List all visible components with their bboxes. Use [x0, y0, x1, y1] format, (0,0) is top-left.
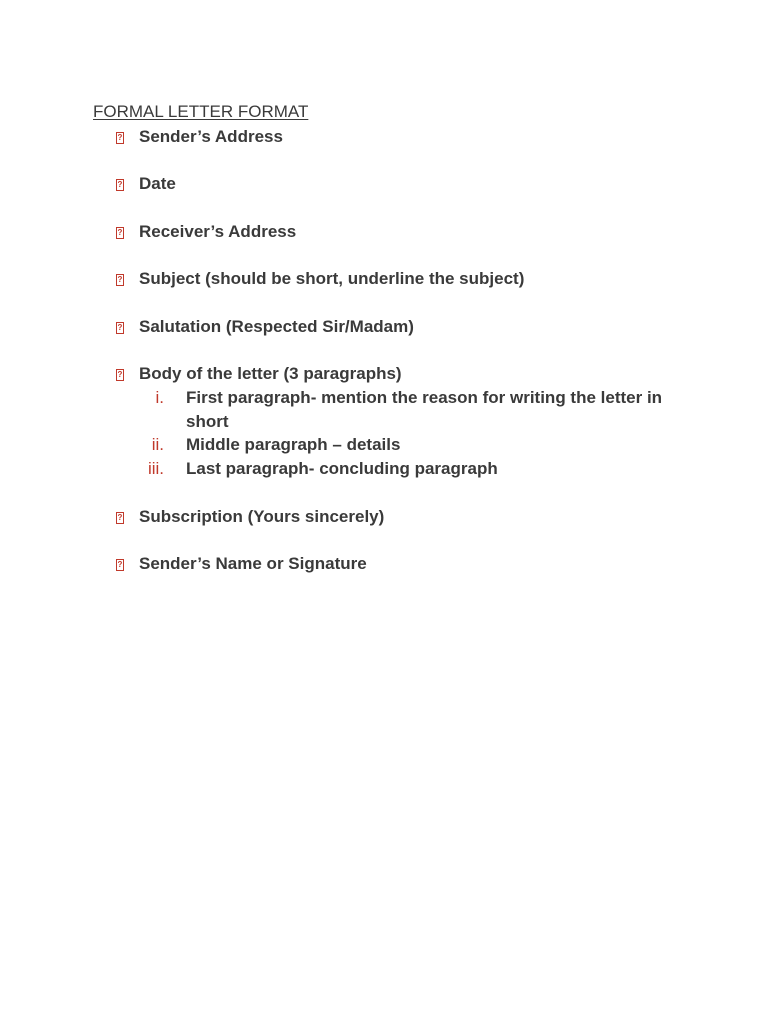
sub-list-text: First paragraph- mention the reason for writing the letter in short [186, 388, 663, 431]
sub-list-item-middle-paragraph [138, 433, 698, 457]
list-item-senders-address [116, 126, 283, 148]
list-item-text: Sender’s Name or Signature [139, 554, 367, 573]
document-title: FORMAL LETTER FORMAT [93, 102, 309, 121]
list-item-salutation [116, 316, 414, 338]
missing-glyph-box-icon [116, 132, 124, 144]
list-item-receivers-address [116, 221, 296, 243]
missing-glyph-box-icon [116, 227, 124, 239]
list-item-text: Body of the letter (3 paragraphs) [139, 364, 402, 383]
list-item-subscription [116, 506, 384, 528]
missing-glyph-box-icon [116, 179, 124, 191]
sub-list-text: Middle paragraph – details [186, 435, 401, 454]
sub-list-number: i. [155, 388, 164, 407]
missing-glyph-box-icon [116, 559, 124, 571]
missing-glyph-box-icon [116, 369, 124, 381]
list-item-text: Date [139, 174, 176, 193]
sub-list-item-first-paragraph [138, 386, 698, 433]
list-item-date [116, 173, 176, 195]
sub-list-number: ii. [151, 435, 164, 454]
list-item-text: Subject (should be short, underline the subject) [139, 269, 525, 288]
list-item-text: Receiver’s Address [139, 222, 297, 241]
sub-list-text: Last paragraph- concluding paragraph [186, 459, 498, 478]
list-item-subject [116, 268, 524, 290]
missing-glyph-box-icon [116, 274, 124, 286]
list-item-senders-name [116, 553, 367, 575]
missing-glyph-box-icon [116, 512, 124, 524]
list-item-text: Subscription (Yours sincerely) [139, 507, 385, 526]
missing-glyph-box-icon [116, 322, 124, 334]
sub-list-item-last-paragraph [138, 457, 698, 481]
list-item-body [116, 363, 402, 385]
sub-list-number: iii. [147, 459, 164, 478]
list-item-text: Sender’s Address [139, 127, 283, 146]
list-item-text: Salutation (Respected Sir/Madam) [139, 317, 414, 336]
